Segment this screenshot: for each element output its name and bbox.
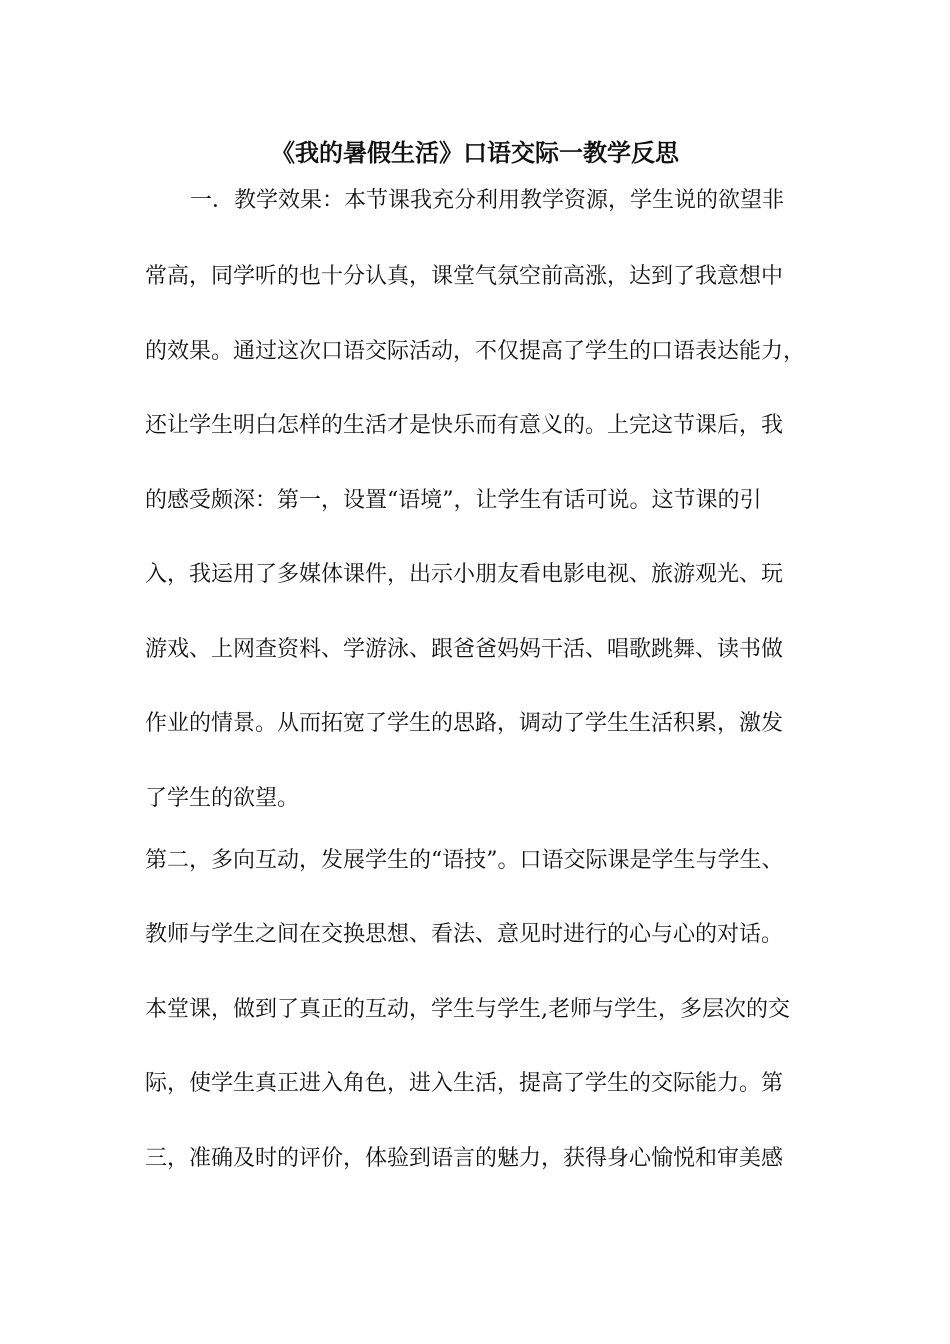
paragraph-line: 一．教学效果：本节课我充分利用教学资源，学生说的欲望非 [190,188,785,213]
paragraph-line: 教师与学生之间在交换思想、看法、意见时进行的心与心的对话。 [145,922,784,947]
paragraph-line: 常高，同学听的也十分认真，课堂气氛空前高涨，达到了我意想中 [145,264,784,289]
paragraph-line: 第二，多向互动，发展学生的“语技”。口语交际课是学生与学生、 [145,848,784,873]
paragraph-line: 本堂课，做到了真正的互动，学生与学生,老师与学生，多层次的交 [145,997,790,1022]
paragraph-line: 际，使学生真正进入角色，进入生活，提高了学生的交际能力。第 [145,1071,784,1096]
paragraph-line: 入，我运用了多媒体课件，出示小朋友看电影电视、旅游观光、玩 [145,562,784,587]
paragraph-line: 了学生的欲望。 [145,786,300,811]
paragraph-line: 游戏、上网查资料、学游泳、跟爸爸妈妈干活、唱歌跳舞、读书做 [145,637,784,662]
paragraph-line: 三，准确及时的评价，体验到语言的魅力，获得身心愉悦和审美感 [145,1146,784,1171]
paragraph-line: 还让学生明白怎样的生活才是快乐而有意义的。上完这节课后，我 [145,413,784,438]
paragraph-line: 作业的情景。从而拓宽了学生的思路，调动了学生生活积累，激发 [145,711,784,736]
paragraph-line: 的效果。通过这次口语交际活动，不仅提高了学生的口语表达能力， [145,339,806,364]
paragraph-line: 的感受颇深：第一，设置“语境”，让学生有话可说。这节课的引 [145,488,762,513]
document-title: 《我的暑假生活》口语交际一教学反思 [271,138,679,167]
